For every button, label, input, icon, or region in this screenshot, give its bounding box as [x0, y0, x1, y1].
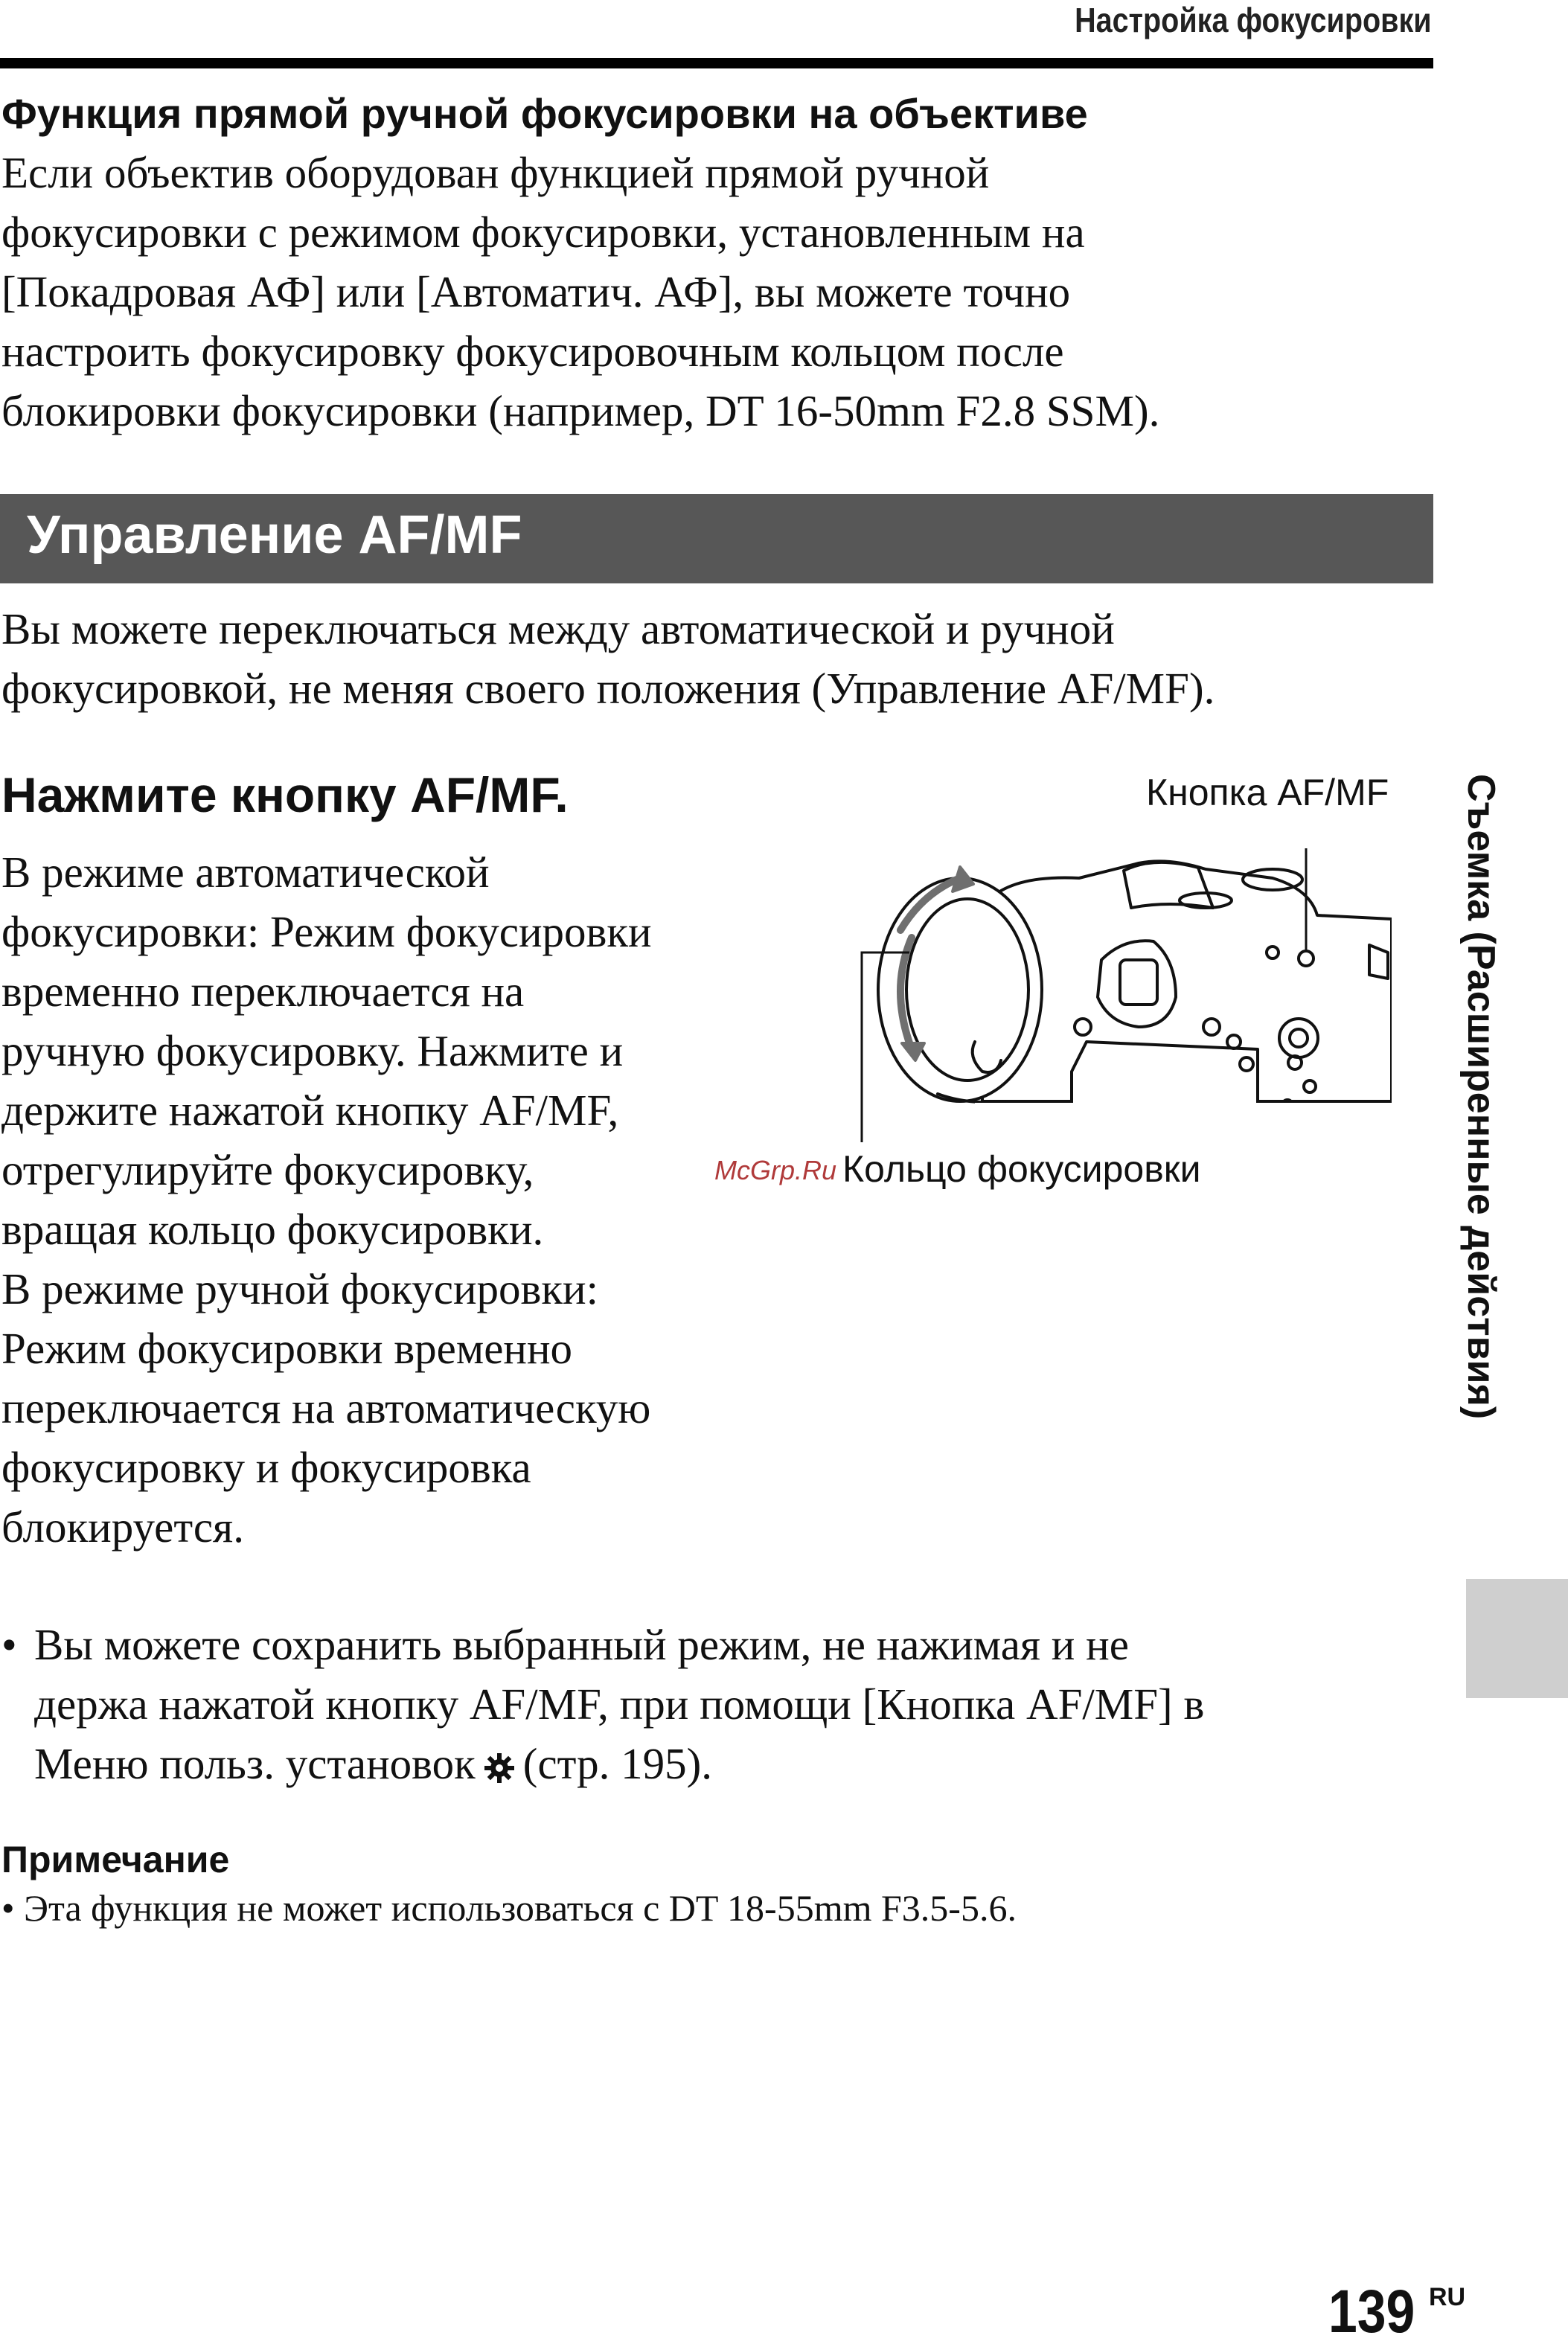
- bullet-line-text: (стр. 195).: [522, 1739, 713, 1788]
- step-line: держите нажатой кнопку AF/MF,: [1, 1086, 619, 1135]
- note-title: Примечание: [1, 1839, 230, 1880]
- side-tab-label: Съемка (Расширенные действия): [1459, 774, 1503, 1420]
- camera-illustration: [856, 848, 1392, 1168]
- bullet-line: Вы можете сохранить выбранный режим, не нажимая и не: [34, 1620, 1129, 1669]
- bullet-line-text: Меню польз. установок: [34, 1739, 476, 1788]
- step-line: фокусировку и фокусировка: [1, 1443, 531, 1492]
- side-tab: [1455, 774, 1522, 1548]
- step-line: В режиме автоматической: [1, 848, 490, 897]
- bullet-marker: •: [1, 1620, 17, 1669]
- subsection-title: Функция прямой ручной фокусировки на объективе: [1, 90, 1088, 137]
- running-header: Настройка фокусировки: [1075, 1, 1432, 39]
- body-line: [Покадровая АФ] или [Автоматич. АФ], вы можете точно: [1, 267, 1071, 316]
- body-line: настроить фокусировку фокусировочным кольцом после: [1, 327, 1064, 376]
- step-line: вращая кольцо фокусировки.: [1, 1205, 544, 1254]
- bullet-line: [34, 1734, 1204, 1793]
- step-line: переключается на автоматическую: [1, 1383, 651, 1432]
- body-line: блокировки фокусировки (например, DT 16-50mm F2.8 SSM).: [1, 386, 1160, 435]
- body-line: Если объектив оборудован функцией прямой ручной: [1, 148, 990, 197]
- step-line: отрегулируйте фокусировку,: [1, 1145, 534, 1194]
- step-line: В режиме ручной фокусировки:: [1, 1264, 599, 1313]
- step-body: [1, 842, 652, 1557]
- body-line: фокусировки с режимом фокусировки, установленным на: [1, 208, 1085, 257]
- step-line: ручную фокусировку. Нажмите и: [1, 1026, 624, 1075]
- watermark: McGrp.Ru: [714, 1155, 837, 1185]
- focus-ring-label: Кольцо фокусировки: [842, 1148, 1201, 1190]
- subsection-body: [1, 143, 1423, 441]
- intro-line: Вы можете переключаться между автоматической и ручной: [1, 604, 1115, 653]
- section-intro: [1, 599, 1215, 718]
- step-line: Режим фокусировки временно: [1, 1324, 573, 1373]
- bullet-line: держа нажатой кнопку AF/MF, при помощи [Кнопка AF/MF] в: [34, 1680, 1205, 1729]
- page-number: 139: [1328, 2278, 1415, 2346]
- intro-line: фокусировкой, не меняя своего положения (Управление AF/MF).: [1, 664, 1215, 713]
- gear-icon: [481, 1750, 517, 1786]
- step-line: блокируется.: [1, 1502, 244, 1552]
- top-rule: [0, 58, 1433, 68]
- step-line: временно переключается на: [1, 967, 525, 1016]
- step-line: фокусировки: Режим фокусировки: [1, 907, 652, 956]
- page-language: RU: [1429, 2283, 1466, 2311]
- step-title: Нажмите кнопку AF/MF.: [1, 767, 569, 822]
- section-title: Управление AF/MF: [27, 505, 522, 565]
- note-text: • Эта функция не может использоваться с DT 18-55mm F3.5-5.6.: [1, 1887, 1017, 1929]
- afmf-button-label: Кнопка AF/MF: [1146, 772, 1389, 813]
- side-tab-marker: [1466, 1579, 1568, 1698]
